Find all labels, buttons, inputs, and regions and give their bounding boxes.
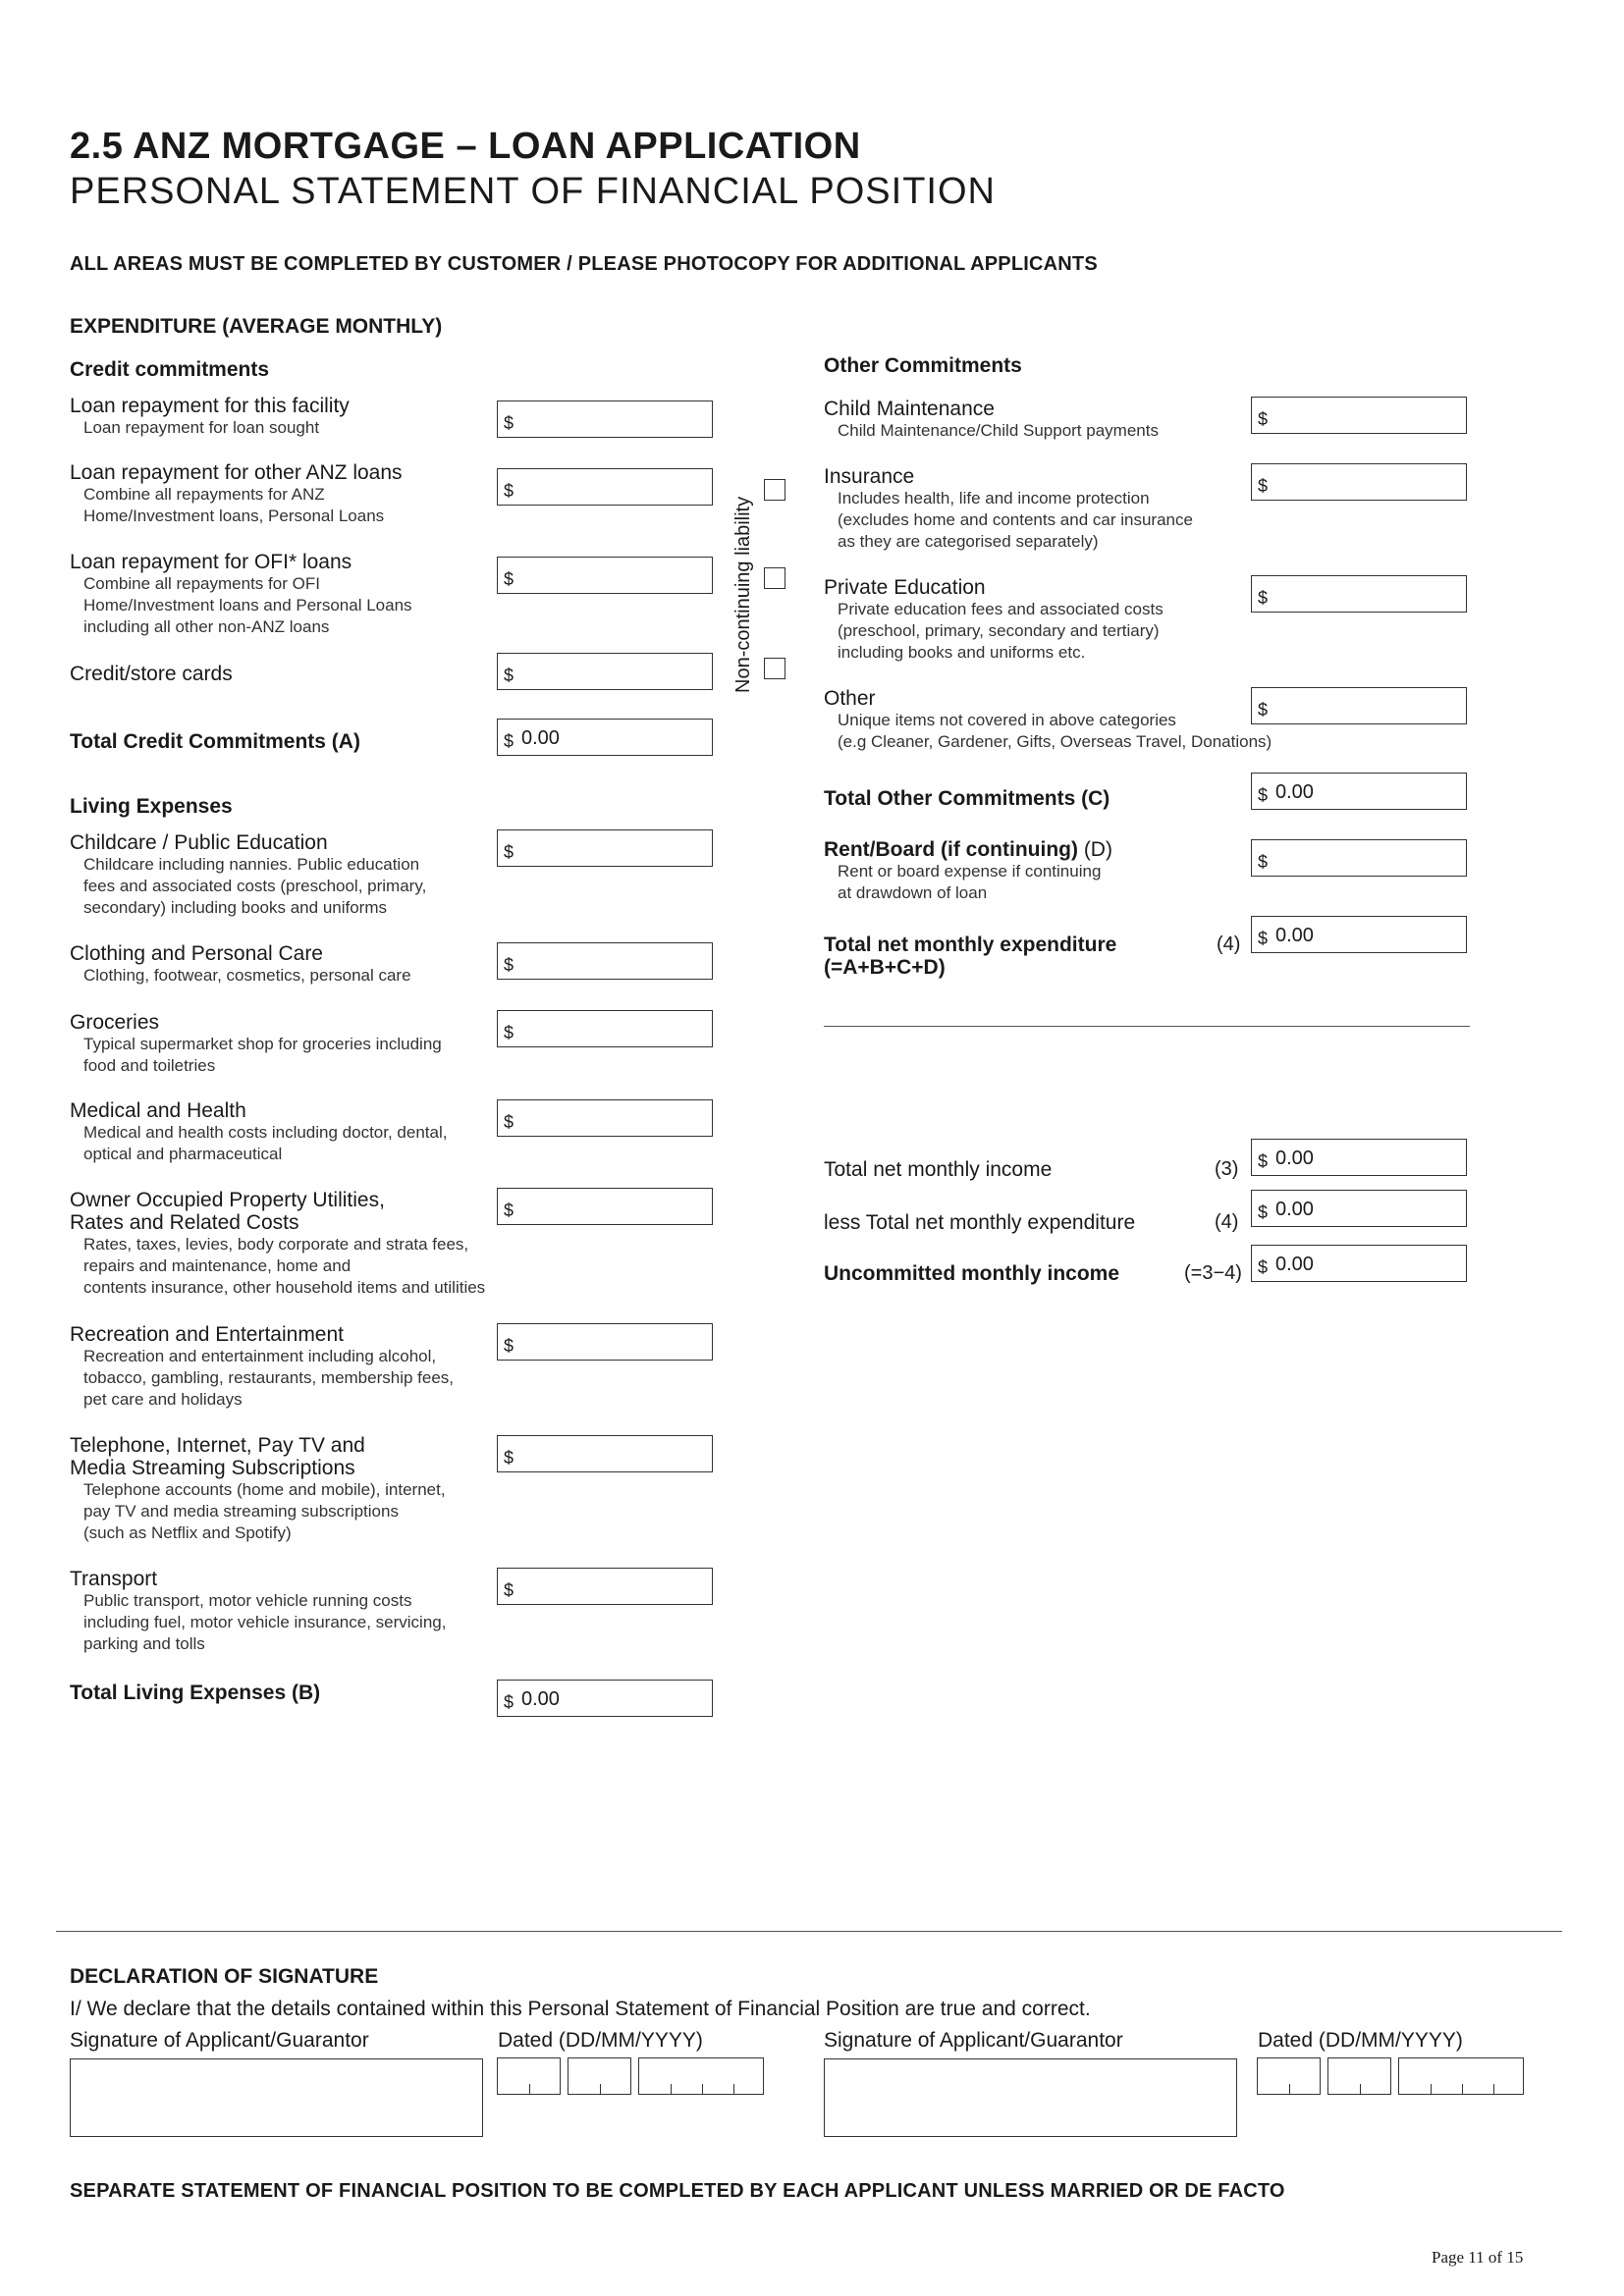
net-income-value: 0.00 <box>1275 1148 1314 1169</box>
item-label: Childcare / Public Education <box>70 831 328 854</box>
page-number: Page 11 of 15 <box>1432 2248 1524 2267</box>
item-description: Unique items not covered in above categories <box>838 711 1176 729</box>
item-description: Rent or board expense if continuing <box>838 862 1102 881</box>
net-expenditure-label: Total net monthly expenditure <box>824 934 1117 956</box>
currency-symbol: $ <box>1258 1257 1269 1277</box>
currency-symbol: $ <box>1258 409 1269 429</box>
item-description: Combine all repayments for OFI <box>83 574 320 593</box>
credit-item-store-cards-label: Credit/store cards <box>70 663 233 685</box>
currency-symbol: $ <box>1258 852 1269 872</box>
rent-board-ref: (D) <box>1083 838 1112 861</box>
currency-symbol: $ <box>504 481 514 501</box>
item-description: Rates, taxes, levies, body corporate and strata fees, <box>83 1235 469 1254</box>
item-description: (preschool, primary, secondary and tertiary) <box>838 621 1160 640</box>
item-description: repairs and maintenance, home and <box>83 1256 352 1275</box>
transport-input[interactable] <box>497 1568 713 1605</box>
child-maintenance-input[interactable] <box>1251 397 1467 434</box>
item-label: Loan repayment for OFI* loans <box>70 551 352 573</box>
item-description: food and toiletries <box>83 1056 216 1075</box>
net-expenditure-ref: (4) <box>1217 934 1241 955</box>
item-description: Childcare including nannies. Public education <box>83 855 420 874</box>
other-expense-input[interactable] <box>1251 687 1467 724</box>
currency-symbol: $ <box>504 1112 514 1132</box>
declaration-text: I/ We declare that the details contained within this Personal Statement of Financial Position are true and correct. <box>70 1998 1091 2020</box>
item-description: Typical supermarket shop for groceries including <box>83 1035 442 1053</box>
separate-statement-note: SEPARATE STATEMENT OF FINANCIAL POSITION TO BE COMPLETED BY EACH APPLICANT UNLESS MARRIED OR DE FACTO <box>70 2180 1285 2202</box>
total-living-label: Total Living Expenses (B) <box>70 1682 321 1704</box>
item-label: Child Maintenance <box>824 398 995 420</box>
item-label: Telephone, Internet, Pay TV and <box>70 1434 365 1457</box>
uncommitted-income-value: 0.00 <box>1275 1254 1314 1275</box>
currency-symbol: $ <box>504 955 514 975</box>
item-label: Other <box>824 687 876 710</box>
date-1-label: Dated (DD/MM/YYYY) <box>498 2029 703 2052</box>
item-description: secondary) including books and uniforms <box>83 898 388 917</box>
total-other-value: 0.00 <box>1275 781 1314 803</box>
total-living-field <box>497 1680 713 1717</box>
item-description: Medical and health costs including doctor, dental, <box>83 1123 448 1142</box>
living-expenses-heading: Living Expenses <box>70 795 233 818</box>
currency-symbol: $ <box>504 1336 514 1356</box>
total-living-value: 0.00 <box>521 1688 560 1710</box>
item-description: Combine all repayments for ANZ <box>83 485 325 504</box>
item-description: optical and pharmaceutical <box>83 1145 283 1163</box>
item-description: (such as Netflix and Spotify) <box>83 1523 292 1542</box>
item-label: Groceries <box>70 1011 160 1034</box>
expenditure-heading: EXPENDITURE (AVERAGE MONTHLY) <box>70 315 443 338</box>
private-education-input[interactable] <box>1251 575 1467 613</box>
groceries-input[interactable] <box>497 1010 713 1047</box>
living-item-telephone <box>70 1434 446 1544</box>
currency-symbol: $ <box>1258 785 1269 805</box>
instruction-text: ALL AREAS MUST BE COMPLETED BY CUSTOMER / PLEASE PHOTOCOPY FOR ADDITIONAL APPLICANTS <box>70 253 1098 275</box>
currency-symbol: $ <box>504 842 514 862</box>
rent-board-label: Rent/Board (if continuing) <box>824 838 1078 861</box>
non-continuing-liability-label: Non-continuing liability <box>732 496 754 693</box>
signature-2-box[interactable] <box>824 2058 1237 2137</box>
currency-symbol: $ <box>504 1692 514 1712</box>
date-1-year[interactable] <box>638 2057 764 2095</box>
item-description: Public transport, motor vehicle running costs <box>83 1591 412 1610</box>
total-credit-label: Total Credit Commitments (A) <box>70 730 360 753</box>
currency-symbol: $ <box>504 1580 514 1600</box>
item-description: pay TV and media streaming subscriptions <box>83 1502 399 1521</box>
item-label: Loan repayment for this facility <box>70 395 350 417</box>
living-item-childcare <box>70 831 426 919</box>
item-description: Home/Investment loans, Personal Loans <box>83 507 385 525</box>
item-label: Medical and Health <box>70 1099 246 1122</box>
currency-symbol: $ <box>1258 588 1269 608</box>
date-2-label: Dated (DD/MM/YYYY) <box>1258 2029 1463 2052</box>
childcare-input[interactable] <box>497 829 713 867</box>
currency-symbol: $ <box>504 1023 514 1042</box>
item-description: Recreation and entertainment including alcohol, <box>83 1347 437 1365</box>
net-expenditure-formula: (=A+B+C+D) <box>824 956 946 979</box>
medical-input[interactable] <box>497 1099 713 1137</box>
uncommitted-income-field <box>1251 1245 1467 1282</box>
signature-2-label: Signature of Applicant/Guarantor <box>824 2029 1123 2052</box>
living-item-recreation <box>70 1323 454 1411</box>
other-commitments-heading: Other Commitments <box>824 354 1022 377</box>
currency-symbol: $ <box>504 731 514 751</box>
currency-symbol: $ <box>504 1201 514 1220</box>
currency-symbol: $ <box>504 569 514 589</box>
item-label: Insurance <box>824 465 915 488</box>
total-credit-field <box>497 719 713 756</box>
item-description: including all other non-ANZ loans <box>83 617 330 636</box>
item-description: Home/Investment loans and Personal Loans <box>83 596 412 614</box>
loan-other-anz-input[interactable] <box>497 468 713 506</box>
other-item-child-maintenance <box>824 398 1159 442</box>
net-expenditure-item <box>824 934 1116 979</box>
less-expenditure-ref: (4) <box>1215 1211 1239 1233</box>
currency-symbol: $ <box>1258 929 1269 948</box>
less-expenditure-label: less Total net monthly expenditure <box>824 1211 1136 1234</box>
living-item-groceries <box>70 1011 442 1077</box>
item-description: including books and uniforms etc. <box>838 643 1086 662</box>
currency-symbol: $ <box>504 1448 514 1468</box>
item-label: Loan repayment for other ANZ loans <box>70 461 403 484</box>
item-description: as they are categorised separately) <box>838 532 1099 551</box>
net-expenditure-value: 0.00 <box>1275 925 1314 946</box>
living-item-owner-occupied <box>70 1189 485 1299</box>
rent-board-input[interactable] <box>1251 839 1467 877</box>
item-description: (e.g Cleaner, Gardener, Gifts, Overseas Travel, Donations) <box>838 732 1272 751</box>
item-description: Private education fees and associated costs <box>838 600 1164 618</box>
divider <box>824 1026 1470 1027</box>
net-income-label: Total net monthly income <box>824 1158 1053 1181</box>
recreation-input[interactable] <box>497 1323 713 1361</box>
item-description: at drawdown of loan <box>838 883 988 902</box>
item-description: including fuel, motor vehicle insurance, servicing, <box>83 1613 447 1631</box>
item-label: Owner Occupied Property Utilities, <box>70 1189 385 1211</box>
non-continuing-checkbox-anz[interactable] <box>764 479 785 501</box>
item-label: Clothing and Personal Care <box>70 942 323 965</box>
net-expenditure-field <box>1251 916 1467 953</box>
currency-symbol: $ <box>1258 476 1269 496</box>
net-income-ref: (3) <box>1215 1158 1239 1180</box>
less-expenditure-field <box>1251 1190 1467 1227</box>
credit-item-this-facility <box>70 395 350 439</box>
date-2-month[interactable] <box>1327 2057 1391 2095</box>
total-credit-value: 0.00 <box>521 727 560 749</box>
credit-item-other-anz-loans <box>70 461 403 527</box>
date-1-month[interactable] <box>568 2057 631 2095</box>
item-description: pet care and holidays <box>83 1390 243 1409</box>
non-continuing-checkbox-cards[interactable] <box>764 658 785 679</box>
less-expenditure-value: 0.00 <box>1275 1199 1314 1220</box>
clothing-input[interactable] <box>497 942 713 980</box>
insurance-input[interactable] <box>1251 463 1467 501</box>
currency-symbol: $ <box>504 666 514 685</box>
living-item-transport <box>70 1568 446 1655</box>
item-label-line2: Rates and Related Costs <box>70 1211 299 1234</box>
total-other-label: Total Other Commitments (C) <box>824 787 1110 810</box>
other-item-private-education <box>824 576 1164 664</box>
telephone-input[interactable] <box>497 1435 713 1472</box>
signature-1-label: Signature of Applicant/Guarantor <box>70 2029 369 2052</box>
divider <box>56 1931 1562 1932</box>
item-description: Child Maintenance/Child Support payments <box>838 421 1159 440</box>
item-description: Includes health, life and income protection <box>838 489 1150 507</box>
item-description: contents insurance, other household items and utilities <box>83 1278 486 1297</box>
currency-symbol: $ <box>1258 1202 1269 1222</box>
non-continuing-checkbox-ofi[interactable] <box>764 567 785 589</box>
living-item-medical <box>70 1099 447 1165</box>
signature-1-box[interactable] <box>70 2058 483 2137</box>
currency-symbol: $ <box>1258 1151 1269 1171</box>
currency-symbol: $ <box>504 413 514 433</box>
uncommitted-income-label: Uncommitted monthly income <box>824 1262 1120 1285</box>
date-2-year[interactable] <box>1398 2057 1524 2095</box>
item-description: parking and tolls <box>83 1634 205 1653</box>
credit-item-ofi-loans <box>70 551 412 638</box>
net-income-field <box>1251 1139 1467 1176</box>
item-description: tobacco, gambling, restaurants, membership fees, <box>83 1368 455 1387</box>
declaration-heading: DECLARATION OF SIGNATURE <box>70 1965 379 1988</box>
date-2-day[interactable] <box>1257 2057 1321 2095</box>
other-item-other <box>824 687 1272 753</box>
item-label-line2: Media Streaming Subscriptions <box>70 1457 355 1479</box>
other-item-insurance <box>824 465 1193 553</box>
living-item-clothing <box>70 942 411 987</box>
item-description: (excludes home and contents and car insurance <box>838 510 1193 529</box>
owner-occupied-input[interactable] <box>497 1188 713 1225</box>
item-description: fees and associated costs (preschool, primary, <box>83 877 427 895</box>
item-description: Loan repayment for loan sought <box>83 418 320 437</box>
item-description: Telephone accounts (home and mobile), internet, <box>83 1480 446 1499</box>
uncommitted-income-ref: (=3−4) <box>1184 1262 1242 1284</box>
page-subtitle: PERSONAL STATEMENT OF FINANCIAL POSITION <box>70 171 996 212</box>
date-1-day[interactable] <box>497 2057 561 2095</box>
credit-store-cards-input[interactable] <box>497 653 713 690</box>
currency-symbol: $ <box>1258 700 1269 720</box>
total-other-field <box>1251 773 1467 810</box>
item-label: Recreation and Entertainment <box>70 1323 344 1346</box>
loan-ofi-input[interactable] <box>497 557 713 594</box>
item-description: Clothing, footwear, cosmetics, personal care <box>83 966 411 985</box>
item-label: Transport <box>70 1568 158 1590</box>
credit-commitments-heading: Credit commitments <box>70 358 270 381</box>
item-label: Private Education <box>824 576 986 599</box>
page-title: 2.5 ANZ MORTGAGE – LOAN APPLICATION <box>70 126 861 167</box>
rent-board-item <box>824 838 1112 904</box>
loan-this-facility-input[interactable] <box>497 400 713 438</box>
